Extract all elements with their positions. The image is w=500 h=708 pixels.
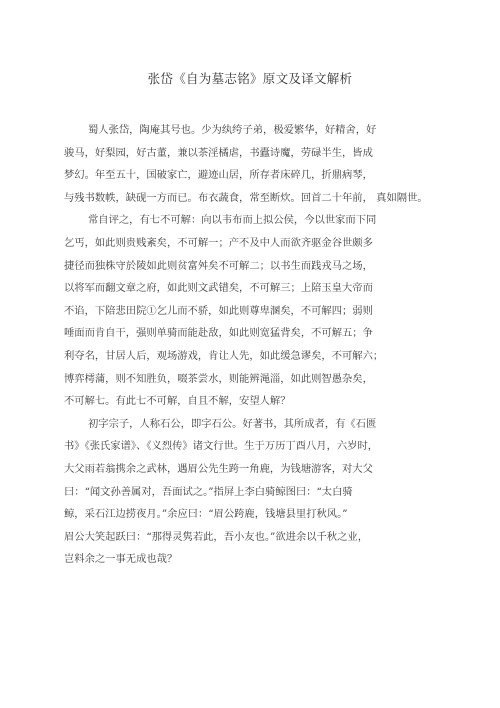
text-line: 眉公大笑起跃曰：“那得灵隽若此，吾小友也。”欲进余以千秋之业，: [64, 530, 368, 543]
text-line: 大父雨若翁携余之武林，遇眉公先生跨一角鹿，为钱塘游客，对大父: [64, 462, 373, 475]
document-body: [64, 119, 444, 571]
text-line: 曰：“闻文孙善属对，吾面试之。”指屏上李白骑鲸图曰：“太白骑: [64, 485, 353, 498]
text-line: 初字宗子，人称石公，即字石公。好著书，其所成者，有《石匮: [88, 417, 377, 430]
text-line: 鲸，采石江边捞夜月。”余应曰：“眉公跨鹿，钱塘县里打秋风。”: [64, 508, 348, 521]
text-line: 捷径而独株守於陵如此则贫富舛矣不可解二；以书生而践戎马之场，: [64, 259, 373, 272]
text-line: 梦幻。年至五十，国破家亡，避迹山居，所存者床碎几，折鼎病琴，: [64, 169, 373, 182]
text-line: 以将军而翻文章之府，如此则文武错矣，不可解三；上陪玉皇大帝而: [64, 282, 373, 295]
text-line: 书》《张氏家谱》、《义烈传》诸文行世。生于万历丁酉八月，六岁时，: [64, 440, 379, 453]
text-line: 岂料余之一事无成也哉？: [64, 553, 178, 566]
text-line: 不可解七。有此七不可解，自且不解，安望人解？: [64, 395, 291, 408]
text-line: 与残书数帙，缺砚一方而已。布衣蔬食，常至断炊。回首二十年前， 真如隔世。: [64, 191, 428, 204]
text-line: 不谄，下陪悲田院①乞儿而不骄，如此则尊卑溷矣，不可解四；弱则: [64, 304, 373, 317]
text-line: 博弈樗蒲，则不知胜负，啜茶尝水，则能辨渑淄，如此则智愚杂矣，: [64, 372, 373, 385]
text-line: 蜀人张岱，陶庵其号也。少为纨绔子弟，极爱繁华，好精舍，好: [88, 124, 377, 136]
text-line: 骏马，好梨园，好古董，兼以茶淫橘虐，书蠹诗魔，劳碌半生，皆成: [64, 146, 373, 159]
document-title: 张岱《自为墓志铭》原文及译文解析: [147, 71, 353, 86]
text-line: 唾面而肯自干，强则单骑而能赴敌，如此则宽猛背矣，不可解五；争: [64, 327, 373, 340]
text-line: 常自评之，有七不可解：向以韦布而上拟公侯，今以世家而下同: [88, 214, 377, 227]
text-line: 利夺名，甘居人后，观场游戏，肯让人先，如此缓急谬矣，不可解六；: [64, 349, 384, 362]
text-line: 乞丐，如此则贵贱紊矣，不可解一；产不及中人而欲齐驱金谷世颇多: [64, 236, 373, 249]
